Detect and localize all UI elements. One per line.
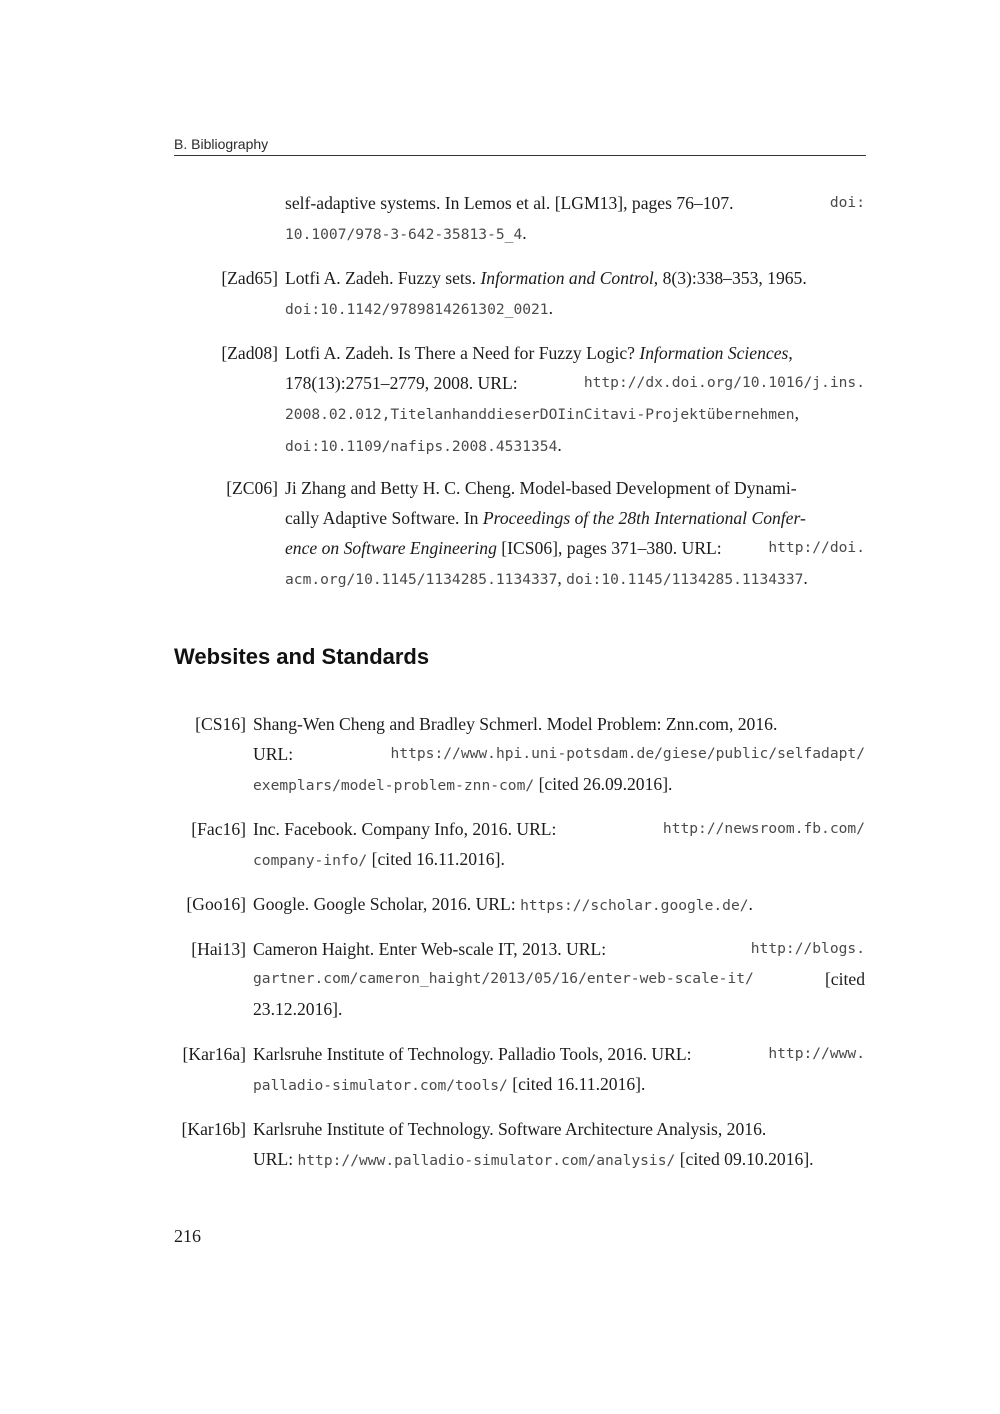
url-link-cont[interactable]: gartner.com/cameron_haight/2013/05/16/enter-web-scale-it/ (253, 970, 754, 987)
bib-entry-fac16 (191, 814, 865, 876)
doi-link[interactable]: doi:10.1145/1134285.1134337 (566, 571, 804, 588)
cited-date: [cited 16.11.2016]. (507, 1074, 646, 1094)
punct: . (803, 568, 808, 588)
proceedings-title: Proceedings of the 28th International Confer- (482, 508, 806, 528)
citation-label: [Kar16a] (182, 1044, 246, 1064)
url-link[interactable]: http://blogs. (750, 940, 865, 957)
page-number: 216 (174, 1226, 201, 1246)
entry-text: Lotfi A. Zadeh. Fuzzy sets. (285, 268, 481, 288)
entry-text: , 8(3):338–353, 1965. (653, 268, 807, 288)
url-link[interactable]: https://www.hpi.uni-potsdam.de/giese/public/selfadapt/ (390, 745, 865, 762)
section-heading: Websites and Standards (174, 644, 430, 669)
entry-text: Lotfi A. Zadeh. Is There a Need for Fuzzy Logic? (285, 343, 640, 363)
cited-date: [cited 16.11.2016]. (367, 849, 505, 869)
citation-label: [Hai13] (191, 939, 246, 959)
continued-text: self-adaptive systems. In Lemos et al. [LGM13], pages 76–107. (285, 193, 734, 213)
entry-text: Ji Zhang and Betty H. C. Cheng. Model-based Development of Dynami- (285, 478, 797, 498)
entry-text: Cameron Haight. Enter Web-scale IT, 2013. URL: (253, 939, 607, 959)
citation-label: [CS16] (195, 714, 246, 734)
punct: . (748, 894, 753, 914)
entry-text: Karlsruhe Institute of Technology. Palladio Tools, 2016. URL: (253, 1044, 692, 1064)
cited-date-cont: 23.12.2016]. (253, 999, 343, 1019)
running-header: B. Bibliography (174, 136, 866, 156)
citation-label: [Zad65] (221, 268, 278, 288)
bib-entry-kar16a (182, 1039, 865, 1101)
url-link-cont[interactable]: company-info/ (253, 852, 368, 869)
bib-entry-hai13 (191, 934, 865, 1024)
entry-text: Google. Google Scholar, 2016. URL: (253, 894, 521, 914)
citation-label: [Zad08] (221, 343, 278, 363)
bib-entry-zad65 (221, 263, 865, 325)
bib-entry-kar16b (181, 1114, 865, 1176)
citation-label: [ZC06] (226, 478, 278, 498)
continued-doi-prefix[interactable]: doi: (829, 194, 865, 211)
url-link[interactable]: http://newsroom.fb.com/ (662, 820, 865, 837)
url-link[interactable]: http://www. (768, 1045, 865, 1062)
citation-label: [Fac16] (191, 819, 246, 839)
url-link-cont[interactable]: palladio-simulator.com/tools/ (253, 1077, 508, 1094)
punct: . (557, 435, 562, 455)
doi-link[interactable]: doi:10.1109/nafips.2008.4531354 (285, 438, 558, 455)
entry-text: Karlsruhe Institute of Technology. Software Architecture Analysis, 2016. (253, 1119, 767, 1139)
bib-entry-goo16 (186, 889, 865, 921)
bib-entry-continued (285, 188, 865, 250)
url-label: URL: (253, 1149, 298, 1169)
continued-doi[interactable]: 10.1007/978-3-642-35813-5_4 (285, 226, 523, 243)
entry-text: cally Adaptive Software. In (285, 508, 483, 528)
entry-text: 178(13):2751–2779, 2008. URL: (285, 373, 518, 393)
punct: , (557, 568, 567, 588)
punct: . (522, 223, 527, 243)
url-link[interactable]: http://www.palladio-simulator.com/analysis/ (297, 1152, 676, 1169)
punct: , (794, 403, 800, 423)
bib-entry-zad08 (221, 338, 865, 462)
url-link-cont[interactable]: exemplars/model-problem-znn-com/ (253, 777, 535, 794)
url-link-cont[interactable]: acm.org/10.1145/1134285.1134337 (285, 571, 558, 588)
url-link[interactable]: https://scholar.google.de/ (520, 897, 749, 914)
punct: . (548, 298, 553, 318)
journal-title: Information Sciences (639, 343, 789, 363)
cited-date: [cited 09.10.2016]. (675, 1149, 814, 1169)
url-link[interactable]: http://dx.doi.org/10.1016/j.ins. (583, 374, 865, 391)
cited-date: [cited 26.09.2016]. (534, 774, 673, 794)
entry-text: [ICS06], pages 371–380. URL: (496, 538, 722, 558)
entry-text: Inc. Facebook. Company Info, 2016. URL: (253, 819, 557, 839)
bib-entry-cs16 (195, 709, 865, 801)
citation-label: [Kar16b] (181, 1119, 246, 1139)
bib-entry-zc06 (226, 473, 865, 595)
url-label: URL: (253, 744, 294, 764)
journal-title: Information and Control (480, 268, 654, 288)
entry-text: Shang-Wen Cheng and Bradley Schmerl. Model Problem: Znn.com, 2016. (253, 714, 778, 734)
proceedings-title-cont: ence on Software Engineering (285, 538, 497, 558)
cited-date: [cited (824, 969, 865, 989)
doi-link[interactable]: doi:10.1142/9789814261302_0021 (285, 301, 549, 318)
citation-label: [Goo16] (186, 894, 246, 914)
url-link[interactable]: http://doi. (768, 539, 865, 556)
url-link-cont[interactable]: 2008.02.012,TitelanhanddieserDOIinCitavi-Projektübernehmen (285, 406, 795, 423)
punct: , (788, 343, 793, 363)
